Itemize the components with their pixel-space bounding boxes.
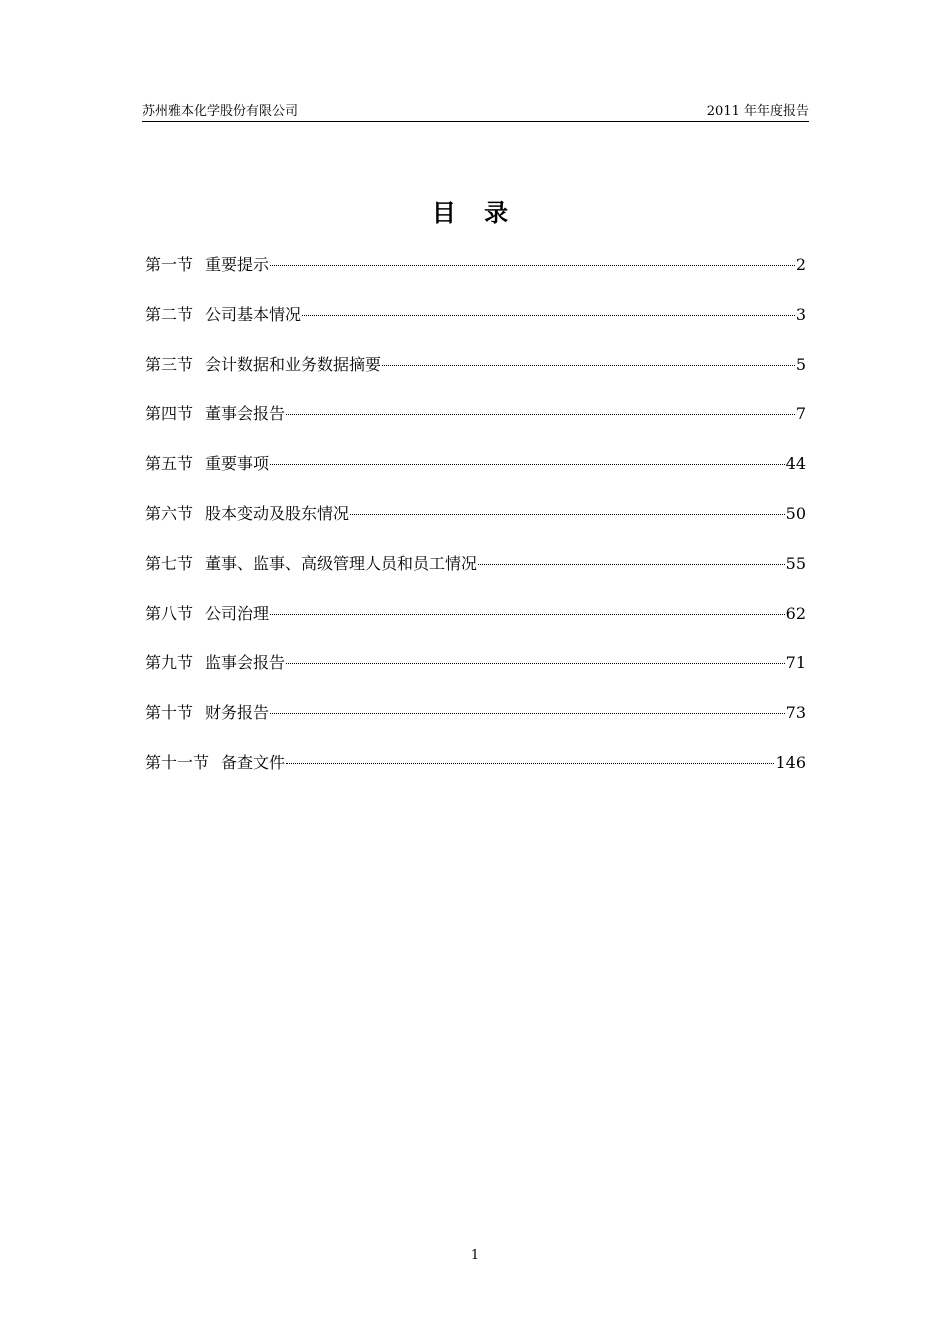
toc-section-number: 第三节: [145, 354, 194, 374]
toc-entry[interactable]: [145, 502, 806, 552]
toc-section-number: 第二节: [145, 304, 194, 324]
toc-dot-leader: [286, 763, 774, 764]
toc-section-title: 重要事项: [205, 454, 270, 474]
toc-entry[interactable]: [145, 602, 806, 652]
page-header: [142, 100, 809, 122]
toc-section-number: 第九节: [145, 653, 194, 673]
toc-page-number: 55: [785, 553, 806, 573]
toc-dot-leader: [270, 614, 785, 615]
toc-dot-leader: [382, 365, 795, 366]
toc-section-number: 第五节: [145, 454, 194, 474]
footer-page-number: 1: [470, 1248, 480, 1263]
toc-section-title: 财务报告: [205, 703, 270, 723]
toc-page-number: 71: [785, 653, 806, 673]
toc-dot-leader: [286, 414, 795, 415]
toc-entry[interactable]: [145, 651, 806, 701]
toc-section-number: 第十一节: [145, 752, 210, 772]
toc-section-title: 重要提示: [205, 255, 270, 274]
toc-entry[interactable]: [145, 353, 806, 403]
toc-page-number: 3: [795, 304, 806, 324]
toc-section-title: 备查文件: [221, 752, 286, 772]
toc-page-number: 50: [785, 503, 806, 523]
toc-page-number: 62: [785, 603, 806, 623]
toc-entry[interactable]: [145, 253, 806, 303]
toc-section-title: 公司基本情况: [205, 304, 302, 324]
toc-dot-leader: [286, 663, 785, 664]
toc-dot-leader: [270, 464, 785, 465]
toc-section-title: 监事会报告: [205, 653, 286, 673]
toc-page-number: 5: [795, 354, 806, 374]
toc-entry[interactable]: [145, 552, 806, 602]
toc-entry[interactable]: [145, 701, 806, 751]
toc-page-number: 146: [775, 752, 806, 772]
toc-section-title: 董事、监事、高级管理人员和员工情况: [205, 553, 478, 573]
toc-section-title: 董事会报告: [205, 404, 286, 424]
toc-title: 目 录: [431, 199, 519, 227]
toc-entry[interactable]: [145, 452, 806, 502]
toc-dot-leader: [350, 514, 785, 515]
toc-section-number: 第六节: [145, 503, 194, 523]
toc-section-title: 股本变动及股东情况: [205, 503, 350, 523]
toc-dot-leader: [478, 564, 785, 565]
toc-section-title: 公司治理: [205, 603, 270, 623]
toc-section-title: 会计数据和业务数据摘要: [205, 354, 382, 374]
header-company: 苏州雅本化学股份有限公司: [142, 104, 299, 119]
toc-entry[interactable]: [145, 751, 806, 801]
toc-section-number: 第七节: [145, 553, 194, 573]
toc-dot-leader: [270, 713, 785, 714]
table-of-contents: [145, 253, 806, 801]
header-report-title: 2011 年年度报告: [706, 104, 809, 119]
toc-dot-leader: [302, 315, 795, 316]
toc-entry[interactable]: [145, 402, 806, 452]
toc-section-number: 第一节: [145, 255, 194, 274]
toc-page-number: 2: [795, 255, 806, 274]
toc-dot-leader: [270, 265, 795, 266]
toc-page-number: 44: [785, 454, 806, 474]
toc-page-number: 7: [795, 404, 806, 424]
toc-section-number: 第四节: [145, 404, 194, 424]
toc-entry[interactable]: [145, 303, 806, 353]
toc-section-number: 第八节: [145, 603, 194, 623]
toc-page-number: 73: [785, 703, 806, 723]
toc-section-number: 第十节: [145, 703, 194, 723]
